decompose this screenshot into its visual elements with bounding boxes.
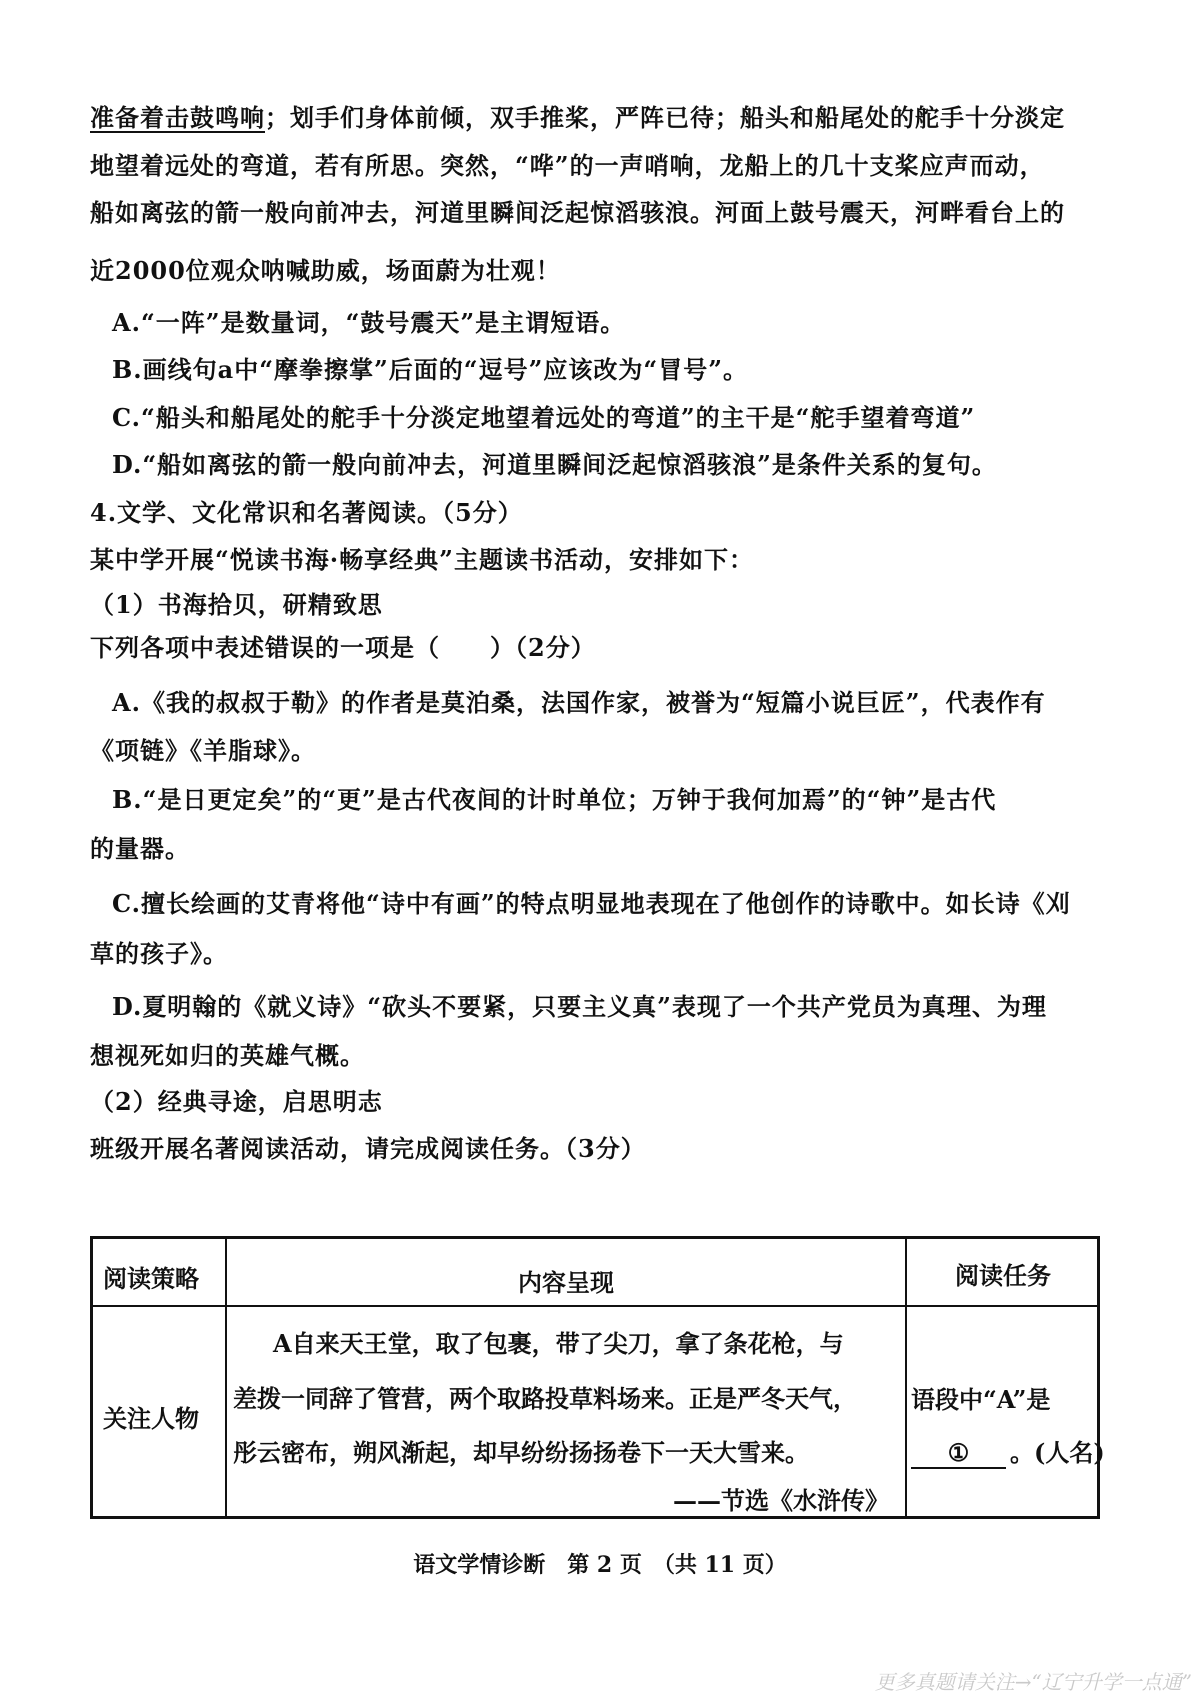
- content-line-2: 差拨一同辞了管营，两个取路投草料场来。正是严冬天气，: [233, 1384, 857, 1413]
- watermark: 更多真题请关注→“辽宁升学一点通”: [874, 1670, 1192, 1694]
- content-source: ——节选《水浒传》: [673, 1486, 889, 1515]
- q4-heading: 4.文学、文化常识和名著阅读。（5分）: [90, 498, 523, 527]
- passage-line-3: 船如离弦的箭一般向前冲去，河道里瞬间泛起惊滔骇浪。河面上鼓号震天，河畔看台上的: [90, 198, 1065, 227]
- q4-option-c-line-1: C.擅长绘画的艾青将他“诗中有画”的特点明显地表现在了他创作的诗歌中。如长诗《刈: [112, 889, 1071, 918]
- q4-part2-question: 班级开展名著阅读活动，请完成阅读任务。（3分）: [90, 1134, 646, 1163]
- header-content: 内容呈现: [518, 1268, 614, 1297]
- table-divider: [905, 1239, 907, 1516]
- q3-option-d: D.“船如离弦的箭一般向前冲去，河道里瞬间泛起惊滔骇浪”是条件关系的复句。: [112, 450, 997, 479]
- content-line-3: 彤云密布，朔风渐起，却早纷纷扬扬卷下一天大雪来。: [233, 1438, 809, 1467]
- table-divider: [225, 1239, 227, 1516]
- passage-line-2: 地望着远处的弯道，若有所思。突然，“哗”的一声哨响，龙船上的几十支桨应声而动，: [90, 151, 1045, 180]
- table-divider: [93, 1305, 1097, 1307]
- strategy-cell: 关注人物: [103, 1404, 199, 1433]
- q4-option-b-line-2: 的量器。: [90, 834, 190, 863]
- answer-blank-1[interactable]: ①: [911, 1438, 1006, 1469]
- header-task: 阅读任务: [955, 1261, 1051, 1290]
- q4-part2-title: （2）经典寻途，启思明志: [90, 1087, 383, 1116]
- q4-intro: 某中学开展“悦读书海·畅享经典”主题读书活动，安排如下：: [90, 545, 754, 574]
- q3-option-b: B.画线句a中“摩拳擦掌”后面的“逗号”应该改为“冒号”。: [112, 355, 749, 384]
- task-line-2-suffix: 。(人名): [1010, 1438, 1105, 1467]
- q4-option-a-line-2: 《项链》《羊脂球》。: [90, 736, 316, 765]
- content-line-1: A自来天王堂，取了包裹，带了尖刀，拿了条花枪，与: [273, 1329, 844, 1358]
- passage-line-1-rest: ；划手们身体前倾，双手推桨，严阵已待；船头和船尾处的舵手十分淡定: [265, 103, 1065, 132]
- passage-line-4: 近2000位观众呐喊助威，场面蔚为壮观！: [90, 256, 561, 285]
- underlined-sentence-a: 准备着击鼓鸣响: [90, 103, 265, 132]
- passage-line-1: [90, 98, 1065, 133]
- task-line-1: 语段中“A”是: [911, 1385, 1051, 1414]
- q4-option-d-line-2: 想视死如归的英雄气概。: [90, 1041, 365, 1070]
- q3-option-c: C.“船头和船尾处的舵手十分淡定地望着远处的弯道”的主干是“舵手望着弯道”: [112, 403, 976, 432]
- q4-option-c-line-2: 草的孩子》。: [90, 939, 228, 968]
- q4-option-b-line-1: B.“是日更定矣”的“更”是古代夜间的计时单位；万钟于我何加焉”的“钟”是古代: [112, 785, 997, 814]
- q4-part1-title: （1）书海拾贝，研精致思: [90, 590, 383, 619]
- q4-part1-question: 下列各项中表述错误的一项是（ ）（2分）: [90, 633, 596, 662]
- q3-option-a: A.“一阵”是数量词，“鼓号震天”是主谓短语。: [112, 308, 626, 337]
- header-strategy: 阅读策略: [103, 1264, 199, 1293]
- page-footer: 语文学情诊断 第 2 页 （共 11 页）: [413, 1552, 787, 1578]
- task-line-2: [911, 1433, 1105, 1469]
- reading-task-table: [90, 1236, 1105, 1519]
- q4-option-a-line-1: A.《我的叔叔于勒》的作者是莫泊桑，法国作家，被誉为“短篇小说巨匠”，代表作有: [112, 688, 1046, 717]
- q4-option-d-line-1: D.夏明翰的《就义诗》“砍头不要紧，只要主义真”表现了一个共产党员为真理、为理: [112, 992, 1047, 1021]
